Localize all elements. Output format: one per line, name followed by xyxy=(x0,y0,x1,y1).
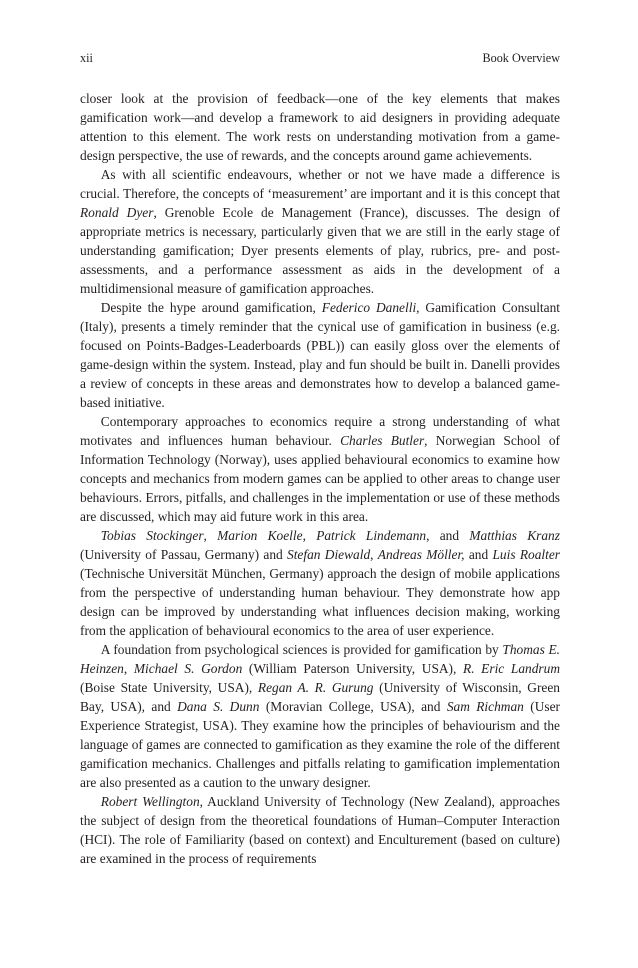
paragraph xyxy=(80,89,560,165)
author-name: Matthias Kranz xyxy=(469,528,560,543)
paragraph xyxy=(80,165,560,298)
author-name: Patrick Lindemann xyxy=(316,528,427,543)
text-run: , xyxy=(203,528,218,543)
author-name: Marion Koelle xyxy=(217,528,303,543)
author-name: Federico Danelli xyxy=(321,300,417,315)
paragraph xyxy=(80,792,560,868)
author-name: Tobias Stockinger xyxy=(100,528,204,543)
text-run: (University of Passau, Germany) and xyxy=(80,547,288,562)
text-run: (Boise State University, USA), xyxy=(80,680,258,695)
text-run: Despite the hype around gamification, xyxy=(100,300,322,315)
paragraph xyxy=(80,412,560,526)
author-name: Ronald Dyer xyxy=(80,205,154,220)
text-run: closer look at the provision of feedback—one of the key elements that makes gamification work—and develop a framework to aid designers in providing adequate attention to this element. The work rests on understanding motivation from a game-design perspective, the use of rewards, and the concepts around game achievements. xyxy=(80,91,560,163)
text-run: , Grenoble Ecole de Management (France), discusses. The design of appropriate metrics is necessary, particularly given that we are still in the early stage of understanding gamification; Dyer presents elements of play, rubrics, pre- and post-assessments, and a performance assessment as aids in the development of a multidimensional measure of gamification approaches. xyxy=(80,205,560,296)
text-run: (Technische Universität München, Germany) approach the design of mobile applications from the perspective of understanding human behaviour. They demonstrate how app design can be improved by understanding what influences decision making, working from the application of behavioural economics to the area of user experience. xyxy=(80,566,560,638)
author-name: Michael S. Gordon xyxy=(133,661,243,676)
author-name: Sam Richman xyxy=(446,699,524,714)
paragraph xyxy=(80,526,560,640)
text-run: A foundation from psychological sciences is provided for gamification by xyxy=(100,642,503,657)
author-name: Luis Roalter xyxy=(492,547,560,562)
text-run: , and xyxy=(426,528,470,543)
author-name: R. Eric Landrum xyxy=(463,661,560,676)
text-run: (Moravian College, USA), and xyxy=(259,699,447,714)
paragraph xyxy=(80,298,560,412)
paragraph xyxy=(80,640,560,792)
author-name: Regan A. R. Gurung xyxy=(257,680,374,695)
body-text xyxy=(80,89,560,868)
author-name: Thomas E. Heinzen xyxy=(80,642,560,676)
author-name: Andreas Möller, xyxy=(377,547,465,562)
author-name: Dana S. Dunn xyxy=(177,699,260,714)
text-run: (University of Wisconsin, Green Bay, USA), and xyxy=(80,680,560,714)
text-run: Contemporary approaches to economics require a strong understanding of what motivates and influences human behaviour. xyxy=(80,414,560,448)
text-run: , xyxy=(123,661,134,676)
author-name: Robert Wellington xyxy=(100,794,200,809)
text-run: , Auckland University of Technology (New Zealand), approaches the subject of design from the theoretical foundations of Human–Computer Interaction (HCI). The role of Familiarity (based on context) and Enculturement (based on culture) are examined in the process of requirements xyxy=(80,794,561,866)
text-run: , xyxy=(302,528,317,543)
text-run: , Gamification Consultant (Italy), presents a timely reminder that the cynical use of gamification in business (e.g. focused on Points-Badges-Leaderboards (PBL)) can easily gloss over the elements of game-design within the system. Instead, play and fun should be built in. Danelli provides a review of concepts in these areas and demonstrates how to develop a balanced game-based initiative. xyxy=(80,300,560,410)
page-header xyxy=(80,50,560,66)
text-run: and xyxy=(464,547,493,562)
text-run: (User Experience Strategist, USA). They examine how the principles of behaviourism and the language of games are connected to gamification as they examine the role of the different gamification mechanics. Challenges and pitfalls relating to gamification implementation are also presented as a caution to the unwary designer. xyxy=(80,699,560,790)
page-number: xii xyxy=(80,51,93,65)
running-head: Book Overview xyxy=(482,51,560,65)
text-run: (William Paterson University, USA), xyxy=(242,661,464,676)
author-name: Stefan Diewald xyxy=(287,547,371,562)
text-run: , Norwegian School of Information Technology (Norway), uses applied behavioural economics to examine how concepts and mechanics from modern games can be applied to other areas to change user behaviours. Errors, pitfalls, and challenges in the implementation or use of these methods are discussed, which may aid future work in this area. xyxy=(80,433,560,524)
text-run: As with all scientific endeavours, whether or not we have made a difference is crucial. Therefore, the concepts of ‘measurement’ are important and it is this concept that xyxy=(80,167,560,201)
author-name: Charles Butler xyxy=(340,433,425,448)
text-run: , xyxy=(370,547,378,562)
